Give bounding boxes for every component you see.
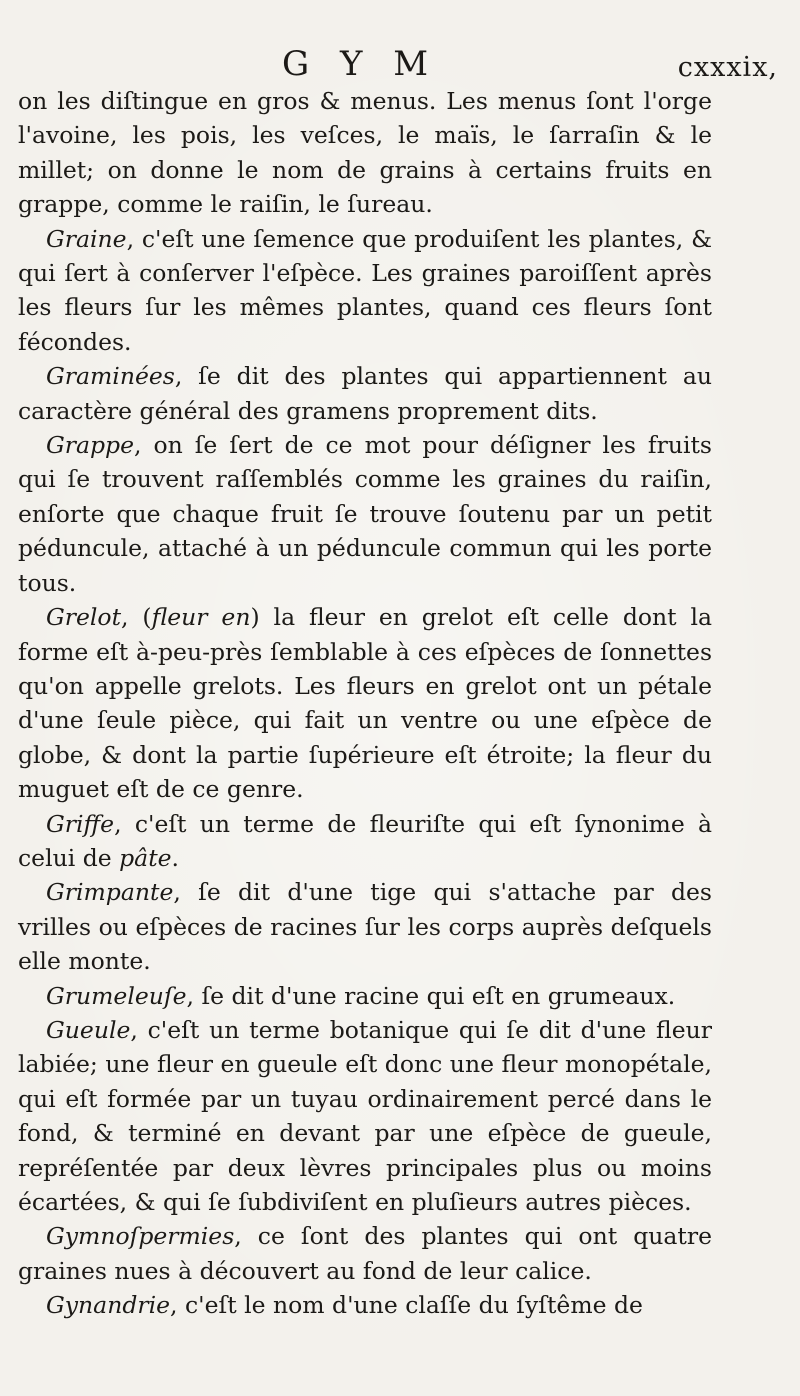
entry-grimpante — [18, 875, 712, 978]
continuation-paragraph: on les diſtingue en gros & menus. Les menus ſont l'orge l'avoine, les pois, les veſces, le maïs, le ſarraſin & le millet; on donne le nom de grains à certains fruits en grappe, comme le raiſin, le ſureau. — [18, 87, 712, 219]
entry-gynandrie — [18, 1288, 712, 1322]
entry-term: Gynandrie — [46, 1291, 171, 1320]
entry-term: Griffe — [46, 809, 115, 838]
entry-text: , ce ſont des plantes qui ont quatre graines nues à découvert au fond de leur calice. — [18, 1222, 712, 1285]
entry-punctuation: . — [171, 843, 180, 872]
running-title: G Y M — [282, 44, 439, 84]
entry-text: , c'eſt une ſemence que produiſent les plantes, & qui ſert à conſerver l'eſpèce. Les graines paroiſſent après les fleurs ſur les mêmes plantes, quand ces fleurs ſont fécondes. — [18, 224, 712, 356]
body-text — [18, 84, 712, 1323]
entry-grelot — [18, 600, 712, 806]
entry-text: , ſe dit d'une tige qui s'attache par des vrilles ou eſpèces de racines ſur les corps auprès deſquels elle monte. — [18, 878, 712, 976]
entry-grappe — [18, 428, 712, 600]
entry-term: Grumeleuſe — [46, 981, 187, 1010]
entry-term: Gymnoſpermies — [46, 1222, 235, 1251]
entry-term: Grelot — [46, 603, 122, 632]
entry-term: Graminées — [46, 362, 175, 391]
entry-cross-reference: pâte — [119, 843, 172, 872]
entry-text: , c'eſt un terme de fleuriſte qui eſt ſynonime à celui de — [18, 809, 712, 872]
entry-text: ) la fleur en grelot eſt celle dont la forme eſt à-peu-près ſemblable à ces eſpèces de ſonnettes qu'on appelle grelots. Les fleurs en grelot ont un pétale d'une ſeule pièce, qui fait un ventre ou une eſpèce de globe, & dont la partie ſupérieure eſt étroite; la fleur du muguet eſt de ce genre. — [18, 603, 713, 804]
entry-grumeleuse — [18, 979, 712, 1013]
entry-term: Grimpante — [46, 878, 174, 907]
entry-qualifier: fleur en — [151, 603, 251, 632]
entry-term: Grappe — [46, 431, 135, 460]
entry-graine — [18, 222, 712, 360]
entry-text: , c'eſt un terme botanique qui ſe dit d'une fleur labiée; une fleur en gueule eſt donc une fleur monopétale, qui eſt formée par un tuyau ordinairement percé dans le fond, & terminé en devant par une eſpèce de gueule, repréſentée par deux lèvres principales plus ou moins écartées, & qui ſe ſubdiviſent en pluſieurs autres pièces. — [18, 1015, 712, 1216]
entry-graminees — [18, 359, 712, 428]
entry-term: Graine — [46, 224, 127, 253]
entry-text: , ſe dit des plantes qui appartiennent au caractère général des gramens proprement dits. — [18, 362, 712, 425]
entry-text: , ſe dit d'une racine qui eſt en grumeaux. — [186, 981, 676, 1010]
entry-griffe — [18, 807, 712, 876]
entry-gymnospermies — [18, 1219, 712, 1288]
entry-punctuation: , ( — [121, 603, 152, 632]
page-folio: cxxxix, — [677, 52, 778, 83]
entry-text: , on ſe ſert de ce mot pour déſigner les fruits qui ſe trouvent raſſemblés comme les graines du raiſin, enſorte que chaque fruit ſe trouve ſoutenu par un petit péduncule, attaché à un péduncule commun qui les porte tous. — [18, 431, 712, 597]
entry-gueule — [18, 1013, 712, 1219]
entry-term: Gueule — [46, 1015, 131, 1044]
entry-text: , c'eſt le nom d'une claſſe du ſyſtême de — [170, 1291, 643, 1320]
